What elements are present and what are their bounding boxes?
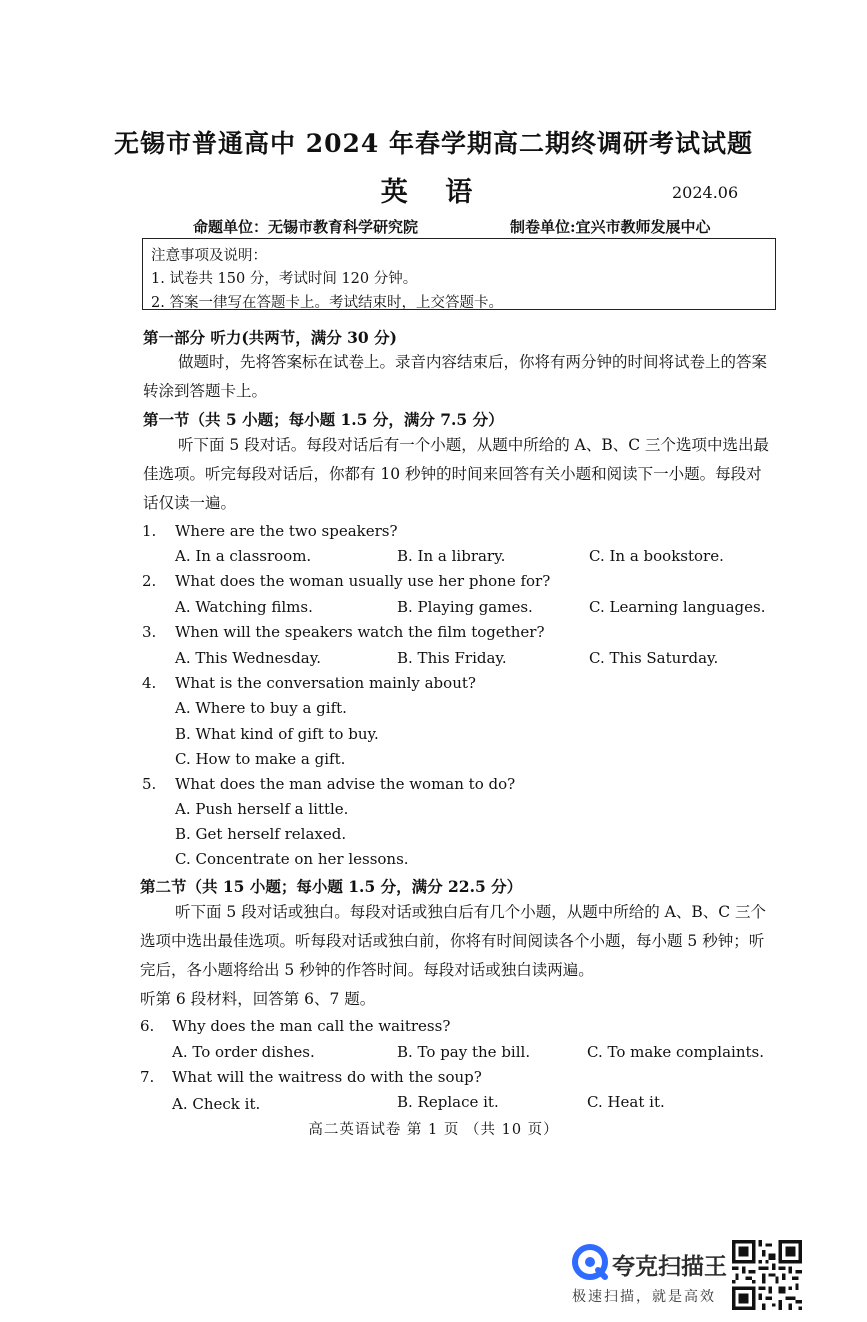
- question-text: What will the waitress do with the soup?: [172, 1068, 482, 1086]
- exam-title: 无锡市普通高中 2024 年春学期高二期终调研考试试题: [114, 129, 753, 158]
- section2-intro-line: 完后，各小题将给出 5 秒钟的作答时间。每段对话或独白读两遍。: [140, 961, 594, 979]
- scanner-app-name: 夸克扫描王: [612, 1254, 727, 1280]
- option-c: C. In a bookstore.: [589, 547, 724, 565]
- option-b: B. Replace it.: [397, 1093, 499, 1111]
- exam-date: 2024.06: [672, 183, 739, 202]
- option-a: A. Watching films.: [175, 598, 313, 616]
- option-c: C. How to make a gift.: [175, 750, 346, 768]
- option-c: C. This Saturday.: [589, 649, 719, 667]
- option-c: C. To make complaints.: [587, 1043, 764, 1061]
- section1-intro-line: 佳选项。听完每段对话后，你都有 10 秒钟的时间来回答有关小题和阅读下一小题。每段对: [143, 465, 762, 483]
- question-number: 7.: [140, 1068, 155, 1086]
- notice-item: 2. 答案一律写在答题卡上。考试结束时，上交答题卡。: [151, 295, 503, 311]
- part1-intro-line: 转涂到答题卡上。: [143, 382, 268, 400]
- subject-title: 英 语: [380, 177, 487, 208]
- option-a: A. This Wednesday.: [175, 649, 322, 667]
- qr-code-icon: [732, 1240, 802, 1310]
- question-number: 4.: [142, 674, 157, 692]
- scanner-slogan: 极速扫描，就是高效: [572, 1289, 716, 1305]
- question-text: What does the woman usually use her phone for?: [175, 572, 551, 590]
- option-a: A. Push herself a little.: [175, 800, 349, 818]
- material-note: 听第 6 段材料，回答第 6、7 题。: [140, 990, 376, 1008]
- option-b: B. Playing games.: [397, 598, 533, 616]
- part1-heading: 第一部分 听力(共两节，满分 30 分): [143, 328, 397, 347]
- option-a: A. Check it.: [172, 1095, 261, 1113]
- notice-item: 1. 试卷共 150 分，考试时间 120 分钟。: [151, 271, 418, 287]
- part1-intro-line: 做题时，先将答案标在试卷上。录音内容结束后，你将有两分钟的时间将试卷上的答案: [178, 353, 768, 371]
- question-text: Where are the two speakers?: [175, 522, 398, 540]
- question-text: Why does the man call the waitress?: [172, 1017, 451, 1035]
- question-number: 6.: [140, 1017, 155, 1035]
- question-number: 3.: [142, 623, 157, 641]
- scanner-logo-icon: [572, 1244, 608, 1280]
- page-footer: 高二英语试卷 第 1 页 （共 10 页）: [308, 1122, 559, 1138]
- option-a: A. Where to buy a gift.: [175, 699, 347, 717]
- option-c: C. Heat it.: [587, 1093, 665, 1111]
- option-a: A. To order dishes.: [172, 1043, 315, 1061]
- section1-intro-line: 话仅读一遍。: [143, 494, 237, 512]
- question-text: What is the conversation mainly about?: [175, 674, 476, 692]
- section2-intro-line: 选项中选出最佳选项。听每段对话或独白前，你将有时间阅读各个小题，每小题 5 秒钟；听: [140, 932, 765, 950]
- question-number: 5.: [142, 775, 157, 793]
- section1-intro-line: 听下面 5 段对话。每段对话后有一个小题，从题中所给的 A、B、C 三个选项中选出最: [178, 436, 770, 454]
- section2-heading: 第二节（共 15 小题；每小题 1.5 分，满分 22.5 分）: [140, 877, 523, 896]
- option-c: C. Concentrate on her lessons.: [175, 850, 409, 868]
- option-b: B. Get herself relaxed.: [175, 825, 347, 843]
- author-unit: 命题单位：无锡市教育科学研究院: [193, 218, 419, 236]
- question-number: 2.: [142, 572, 157, 590]
- question-text: What does the man advise the woman to do?: [175, 775, 516, 793]
- option-c: C. Learning languages.: [589, 598, 766, 616]
- question-text: When will the speakers watch the film together?: [175, 623, 545, 641]
- question-number: 1.: [142, 522, 157, 540]
- option-b: B. In a library.: [397, 547, 506, 565]
- option-b: B. This Friday.: [397, 649, 507, 667]
- option-b: B. What kind of gift to buy.: [175, 725, 379, 743]
- print-unit: 制卷单位:宜兴市教师发展中心: [510, 218, 711, 236]
- option-b: B. To pay the bill.: [397, 1043, 531, 1061]
- section1-heading: 第一节（共 5 小题；每小题 1.5 分，满分 7.5 分）: [143, 410, 504, 429]
- notice-heading: 注意事项及说明：: [151, 248, 267, 264]
- option-a: A. In a classroom.: [175, 547, 312, 565]
- section2-intro-line: 听下面 5 段对话或独白。每段对话或独白后有几个小题，从题中所给的 A、B、C 三个: [175, 903, 767, 921]
